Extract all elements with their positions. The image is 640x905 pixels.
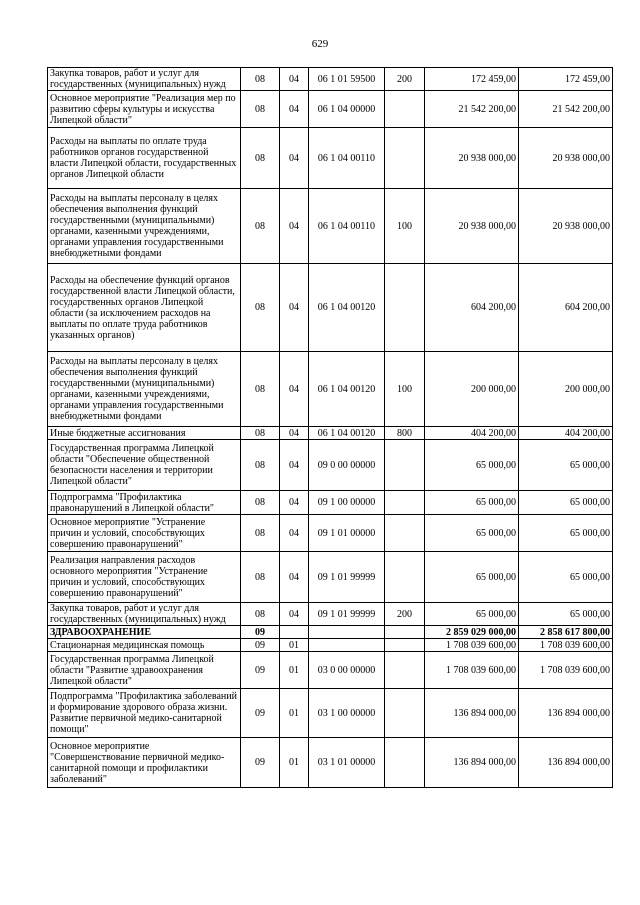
table-row: [48, 689, 613, 738]
cell-target-article: 09 1 01 99999: [309, 552, 385, 603]
cell-amount-year-1: 172 459,00: [425, 68, 519, 91]
cell-subsection: 01: [280, 738, 309, 788]
cell-expense-type: [385, 689, 425, 738]
cell-amount-year-1: 20 938 000,00: [425, 128, 519, 189]
table-row: [48, 491, 613, 515]
cell-target-article: 03 0 00 00000: [309, 652, 385, 689]
cell-target-article: [309, 639, 385, 652]
cell-subsection: 04: [280, 189, 309, 264]
cell-name: Государственная программа Липецкой области "Обеспечение общественной безопасности населения и территории Липецкой области": [48, 440, 241, 491]
table-row: [48, 603, 613, 626]
cell-expense-type: [385, 652, 425, 689]
cell-target-article: 06 1 04 00120: [309, 264, 385, 352]
cell-expense-type: 100: [385, 189, 425, 264]
cell-amount-year-2: 65 000,00: [519, 552, 613, 603]
cell-target-article: 09 0 00 00000: [309, 440, 385, 491]
cell-amount-year-2: 20 938 000,00: [519, 189, 613, 264]
cell-subsection: 04: [280, 91, 309, 128]
cell-section: 09: [241, 738, 280, 788]
cell-name: ЗДРАВООХРАНЕНИЕ: [48, 626, 241, 639]
cell-section: 08: [241, 427, 280, 440]
cell-section: 08: [241, 491, 280, 515]
cell-expense-type: [385, 491, 425, 515]
table-row: [48, 189, 613, 264]
cell-amount-year-1: 65 000,00: [425, 552, 519, 603]
cell-subsection: 04: [280, 427, 309, 440]
cell-section: 08: [241, 515, 280, 552]
budget-table-body: [48, 68, 613, 788]
cell-amount-year-1: 136 894 000,00: [425, 689, 519, 738]
cell-amount-year-1: 20 938 000,00: [425, 189, 519, 264]
table-row: [48, 128, 613, 189]
cell-section: 09: [241, 639, 280, 652]
cell-amount-year-2: 2 858 617 800,00: [519, 626, 613, 639]
table-row: [48, 427, 613, 440]
cell-amount-year-2: 65 000,00: [519, 515, 613, 552]
cell-amount-year-2: 604 200,00: [519, 264, 613, 352]
cell-name: Расходы на выплаты по оплате труда работников органов государственной власти Липецкой области, государственных органов Липецкой области: [48, 128, 241, 189]
cell-expense-type: [385, 128, 425, 189]
cell-section: 08: [241, 189, 280, 264]
cell-name: Закупка товаров, работ и услуг для государственных (муниципальных) нужд: [48, 68, 241, 91]
cell-expense-type: [385, 639, 425, 652]
cell-amount-year-1: 1 708 039 600,00: [425, 652, 519, 689]
cell-section: 08: [241, 440, 280, 491]
table-row: [48, 440, 613, 491]
cell-target-article: 06 1 04 00110: [309, 189, 385, 264]
cell-name: Государственная программа Липецкой области "Развитие здравоохранения Липецкой области": [48, 652, 241, 689]
cell-expense-type: 200: [385, 603, 425, 626]
cell-amount-year-2: 200 000,00: [519, 352, 613, 427]
table-row: [48, 91, 613, 128]
cell-expense-type: [385, 626, 425, 639]
cell-amount-year-1: 21 542 200,00: [425, 91, 519, 128]
table-row: [48, 652, 613, 689]
cell-amount-year-2: 404 200,00: [519, 427, 613, 440]
cell-amount-year-1: 136 894 000,00: [425, 738, 519, 788]
cell-expense-type: 800: [385, 427, 425, 440]
cell-amount-year-2: 65 000,00: [519, 440, 613, 491]
page-number: 629: [311, 38, 329, 50]
cell-subsection: 01: [280, 652, 309, 689]
cell-target-article: 06 1 04 00110: [309, 128, 385, 189]
cell-target-article: 09 1 01 99999: [309, 603, 385, 626]
table-row: [48, 264, 613, 352]
cell-subsection: 04: [280, 128, 309, 189]
cell-section: 08: [241, 264, 280, 352]
cell-name: Иные бюджетные ассигнования: [48, 427, 241, 440]
budget-table: [47, 67, 613, 788]
cell-amount-year-2: 65 000,00: [519, 491, 613, 515]
cell-name: Подпрограмма "Профилактика заболеваний и формирование здорового образа жизни. Развитие первичной медико-санитарной помощи": [48, 689, 241, 738]
cell-expense-type: [385, 264, 425, 352]
table-row: [48, 639, 613, 652]
cell-expense-type: [385, 440, 425, 491]
cell-subsection: 04: [280, 552, 309, 603]
cell-name: Основное мероприятие "Реализация мер по развитию сферы культуры и искусства Липецкой области": [48, 91, 241, 128]
table-row: [48, 738, 613, 788]
cell-section: 08: [241, 68, 280, 91]
cell-name: Закупка товаров, работ и услуг для государственных (муниципальных) нужд: [48, 603, 241, 626]
cell-target-article: 03 1 00 00000: [309, 689, 385, 738]
cell-amount-year-2: 21 542 200,00: [519, 91, 613, 128]
cell-subsection: 04: [280, 491, 309, 515]
cell-amount-year-2: 20 938 000,00: [519, 128, 613, 189]
table-row: [48, 352, 613, 427]
cell-amount-year-2: 65 000,00: [519, 603, 613, 626]
cell-amount-year-1: 1 708 039 600,00: [425, 639, 519, 652]
cell-expense-type: 100: [385, 352, 425, 427]
cell-target-article: 09 1 01 00000: [309, 515, 385, 552]
cell-target-article: 06 1 04 00000: [309, 91, 385, 128]
table-row: [48, 626, 613, 639]
cell-expense-type: [385, 552, 425, 603]
cell-section: 08: [241, 128, 280, 189]
cell-section: 09: [241, 626, 280, 639]
cell-subsection: 04: [280, 352, 309, 427]
cell-expense-type: [385, 515, 425, 552]
cell-subsection: 01: [280, 639, 309, 652]
cell-subsection: 04: [280, 603, 309, 626]
cell-section: 08: [241, 91, 280, 128]
cell-target-article: 09 1 00 00000: [309, 491, 385, 515]
table-row: [48, 552, 613, 603]
cell-subsection: 01: [280, 689, 309, 738]
table-row: [48, 515, 613, 552]
cell-amount-year-1: 65 000,00: [425, 603, 519, 626]
cell-expense-type: [385, 91, 425, 128]
cell-section: 09: [241, 689, 280, 738]
cell-name: Основное мероприятие "Совершенствование первичной медико-санитарной помощи и профилактики заболеваний": [48, 738, 241, 788]
cell-amount-year-2: 172 459,00: [519, 68, 613, 91]
cell-amount-year-1: 404 200,00: [425, 427, 519, 440]
cell-subsection: 04: [280, 515, 309, 552]
cell-section: 08: [241, 352, 280, 427]
cell-section: 08: [241, 603, 280, 626]
cell-subsection: 04: [280, 440, 309, 491]
cell-amount-year-1: 604 200,00: [425, 264, 519, 352]
cell-name: Подпрограмма "Профилактика правонарушений в Липецкой области": [48, 491, 241, 515]
cell-target-article: 06 1 01 59500: [309, 68, 385, 91]
cell-amount-year-1: 200 000,00: [425, 352, 519, 427]
cell-name: Расходы на обеспечение функций органов государственной власти Липецкой области, государственных органов Липецкой области (за исключением расходов на выплаты по оплате труда работников указанных органов): [48, 264, 241, 352]
cell-target-article: 06 1 04 00120: [309, 352, 385, 427]
cell-subsection: [280, 626, 309, 639]
cell-amount-year-2: 1 708 039 600,00: [519, 639, 613, 652]
cell-section: 09: [241, 652, 280, 689]
cell-amount-year-1: 65 000,00: [425, 440, 519, 491]
cell-name: Реализация направления расходов основного мероприятия "Устранение причин и условий, способствующих совершению правонарушений": [48, 552, 241, 603]
cell-subsection: 04: [280, 68, 309, 91]
table-row: [48, 68, 613, 91]
cell-subsection: 04: [280, 264, 309, 352]
cell-amount-year-2: 136 894 000,00: [519, 738, 613, 788]
cell-amount-year-2: 136 894 000,00: [519, 689, 613, 738]
cell-amount-year-1: 65 000,00: [425, 515, 519, 552]
cell-amount-year-1: 65 000,00: [425, 491, 519, 515]
cell-target-article: 03 1 01 00000: [309, 738, 385, 788]
cell-target-article: [309, 626, 385, 639]
cell-amount-year-2: 1 708 039 600,00: [519, 652, 613, 689]
cell-name: Основное мероприятие "Устранение причин и условий, способствующих совершению правонарушений": [48, 515, 241, 552]
cell-amount-year-1: 2 859 029 000,00: [425, 626, 519, 639]
cell-section: 08: [241, 552, 280, 603]
cell-target-article: 06 1 04 00120: [309, 427, 385, 440]
cell-expense-type: 200: [385, 68, 425, 91]
cell-name: Стационарная медицинская помощь: [48, 639, 241, 652]
cell-expense-type: [385, 738, 425, 788]
cell-name: Расходы на выплаты персоналу в целях обеспечения выполнения функций государственными (муниципальными) органами, казенными учреждениями, органами управления государственными внебюджетными фондами: [48, 189, 241, 264]
cell-name: Расходы на выплаты персоналу в целях обеспечения выполнения функций государственными (муниципальными) органами, казенными учреждениями, органами управления государственными внебюджетными фондами: [48, 352, 241, 427]
